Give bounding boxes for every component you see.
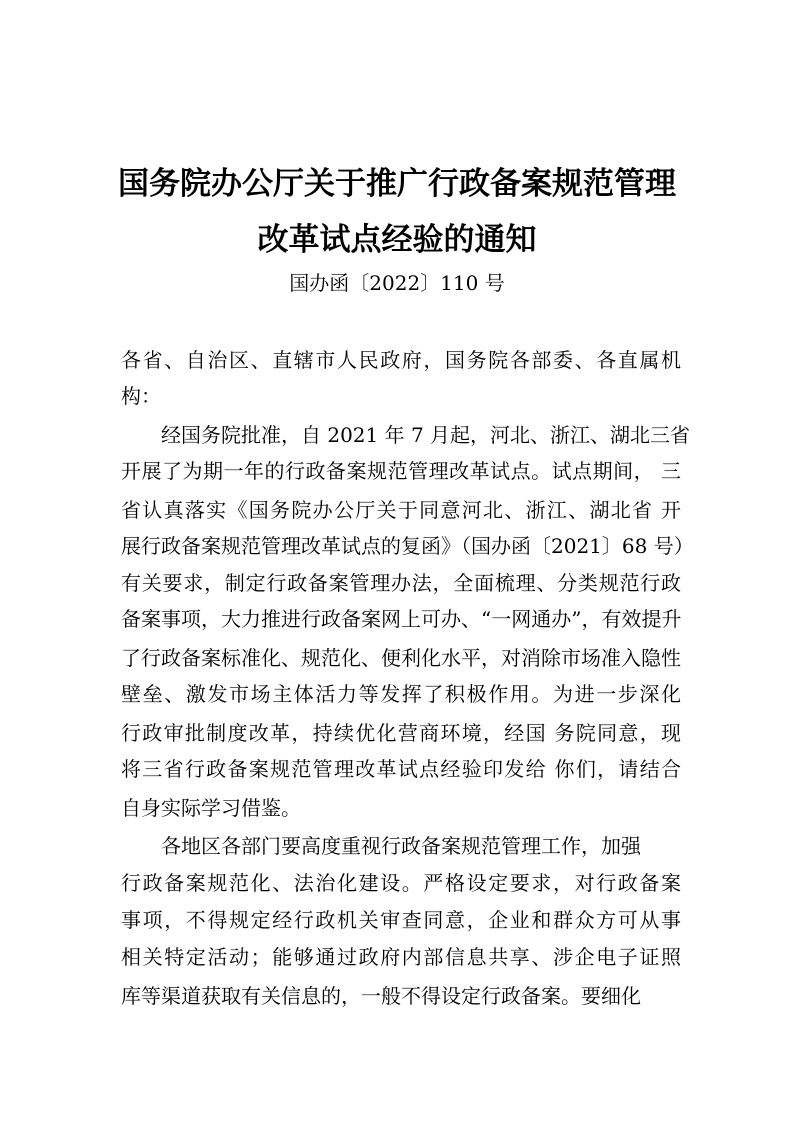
body-line: 展行政备案规范管理改革试点的复函》（国办函〔2021〕68 号） [121,534,694,558]
body-line: 省认真落实《国务院办公厅关于同意河北、浙江、湖北省 开 [121,498,681,522]
body-line: 行政审批制度改革，持续优化营商环境，经国 务院同意，现 [121,721,681,745]
document-title-line-1: 国务院办公厅关于推广行政备案规范管理 [118,166,676,202]
body-line: 将三省行政备案规范管理改革试点经验印发给 你们，请结合 [121,757,681,781]
body-line: 开展了为期一年的行政备案规范管理改革试点。试点期间， 三 [121,459,681,483]
body-line: 事项，不得规定经行政机关审查同意，企业和群众方可从事 [121,908,681,932]
body-line: 壁垒、激发市场主体活力等发挥了积极作用。为进一步深化 [121,682,681,706]
body-line: 备案事项，大力推进行政备案网上可办、“一网通办”，有效提升 [121,607,682,631]
body-line: 库等渠道获取有关信息的，一般不得设定行政备案。要细化 [121,984,641,1008]
body-line: 自身实际学习借鉴。 [121,796,301,820]
body-line: 了行政备案标准化、规范化、便利化水平，对消除市场准入隐性 [121,646,681,670]
document-number: 国办函〔2022〕110 号 [289,271,505,295]
body-line: 各地区各部门要高度重视行政备案规范管理工作，加强 [161,834,641,858]
body-line: 各省、自治区、直辖市人民政府，国务院各部委、各直属机 [121,348,681,372]
body-line: 行政备案规范化、法治化建设。严格设定要求，对行政备案 [121,871,681,895]
document-title-line-2: 改革试点经验的通知 [257,222,537,258]
body-line: 相关特定活动；能够通过政府内部信息共享、涉企电子证照 [121,945,681,969]
body-line: 经国务院批准，自 2021 年 7 月起，河北、浙江、湖北三省 [161,423,691,447]
body-line: 构： [121,384,161,408]
body-line: 有关要求，制定行政备案管理办法，全面梳理、分类规范行政 [121,571,681,595]
